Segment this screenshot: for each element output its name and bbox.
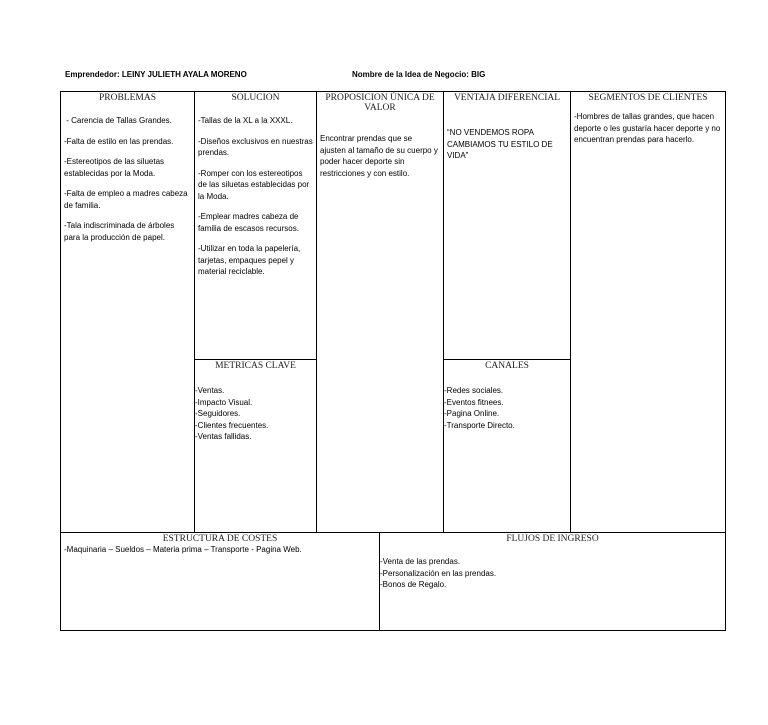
channels-title: CANALES [485,361,529,371]
problems-cell [60,91,195,533]
solution-cell [194,91,317,360]
value-proposition-title: PROPOSICION ÚNICA DE VALOR [325,93,435,113]
revenue-item: -Personalización en las prendas. [380,568,497,578]
key-metrics-cell [194,359,317,533]
problem-item: -Falta de estilo en las prendas. [64,136,174,146]
revenue-item: -Bonos de Regalo. [380,580,447,589]
problem-item: -Estereotipos de las siluetas establecidas por la Moda. [64,157,165,178]
channel-item: -Transporte Directo. [444,420,515,430]
problem-item: -Falta de empleo a madres cabeza de familia. [64,189,188,210]
channels-list [444,371,570,431]
customer-segments-title: SEGMENTOS DE CLIENTES [588,93,708,103]
business-name-label: Nombre de la Idea de Negocio: BIG [352,70,486,79]
channel-item: -Eventos fitnees. [444,397,504,407]
solution-title: SOLUCION [231,93,280,103]
value-proposition-cell [316,91,444,533]
cost-structure-cell [60,532,380,631]
revenue-streams-title: FLUJOS DE INGRESO [506,534,599,544]
channel-item: -Redes sociales. [444,386,504,395]
unfair-advantage-title: VENTAJA DIFERENCIAL [453,93,561,103]
key-metrics-list [195,371,316,443]
revenue-streams-list [380,544,725,591]
customer-segments-text: -Hombres de tallas grandes, que hacen deporte o les gustaría hacer deporte y no encuentran prendas para hacerlo. [574,112,721,144]
key-metrics-title: METRICAS CLAVE [215,361,296,371]
metric-item: -Clientes frecuentes. [195,420,269,430]
metric-item: -Ventas fallidas. [195,432,252,441]
channel-item: -Pagina Online. [444,409,500,418]
solution-item: -Utilizar en toda la papelería, tarjetas, empaques pepel y material reciclable. [198,244,301,276]
metric-item: -Seguidores. [195,409,241,418]
channels-cell [443,359,571,533]
problems-title: PROBLEMAS [98,93,156,103]
problem-item: -Tala indiscriminada de árboles para la producción de papel. [64,221,175,242]
value-proposition-text: Encontrar prendas que se ajusten al tamaño de su cuerpo y poder hacer deporte sin restricciones y con estilo. [320,134,438,178]
customer-segments-cell [570,91,726,533]
entrepreneur-label: Emprendedor: LEINY JULIETH AYALA MORENO [65,70,247,79]
problem-item: - Carencia de Tallas Grandes. [64,116,172,125]
problems-list [61,103,194,243]
metric-item: -Impacto Visual. [195,397,253,407]
cost-structure-text: -Maquinaria – Sueldos – Materia prima – Transporte - Pagina Web. [64,545,302,554]
solution-item: -Romper con los estereotipos de las siluetas establecidas por la Moda. [198,168,310,201]
unfair-advantage-text: “NO VENDEMOS ROPA CAMBIAMOS TU ESTILO DE VIDA” [447,128,553,160]
solution-list [195,103,316,278]
solution-item: -Tallas de la XL a la XXXL. [198,116,293,125]
solution-item: -Emplear madres cabeza de familia de escasos recursos. [198,212,299,233]
metric-item: -Ventas. [195,386,225,395]
revenue-item: -Venta de las prendas. [380,557,461,566]
solution-item: -Diseños exclusivos en nuestras prendas. [198,136,313,157]
revenue-streams-cell [379,532,726,631]
unfair-advantage-cell [443,91,571,360]
cost-structure-title: ESTRUCTURA DE COSTES [162,534,278,544]
